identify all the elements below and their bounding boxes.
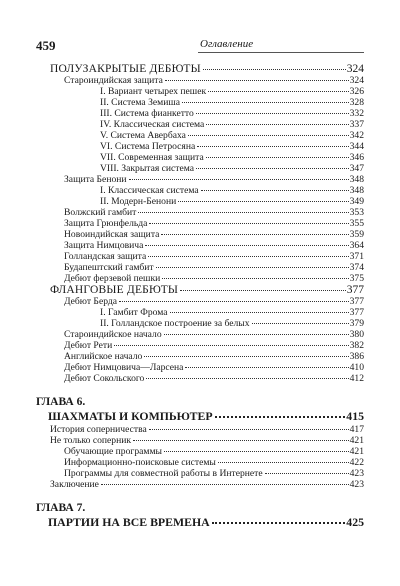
toc-entry-title: Защита Бенони <box>64 174 127 185</box>
toc-entry-title: Староиндийская защита <box>64 75 163 86</box>
dot-leader <box>149 223 348 224</box>
toc-entry-title: ФЛАНГОВЫЕ ДЕБЮТЫ <box>50 284 179 296</box>
toc-entry-title: Защита Грюнфельда <box>64 218 148 229</box>
toc-entry-title: I. Гамбит Фрома <box>100 307 168 318</box>
toc-entry-title: II. Система Земиша <box>100 97 181 108</box>
toc-entry[interactable] <box>36 207 364 218</box>
dot-leader <box>119 301 349 302</box>
toc-entry-page: 337 <box>349 119 364 130</box>
toc-entry-page: 324 <box>349 75 364 86</box>
dot-leader <box>252 323 349 324</box>
toc-entry[interactable] <box>36 218 364 229</box>
toc-entry-page: 375 <box>349 273 364 284</box>
toc-entry-title: VII. Современная защита <box>100 152 204 163</box>
dot-leader <box>212 522 346 524</box>
chapter-6-heading: ГЛАВА 6. <box>36 396 86 408</box>
dot-leader <box>196 168 349 169</box>
toc-entry[interactable] <box>36 273 364 284</box>
dot-leader <box>164 334 349 335</box>
chapter-7-heading: ГЛАВА 7. <box>36 502 86 514</box>
toc-entry-title: Информационно-поисковые системы <box>64 457 216 468</box>
chapter-6-items <box>36 424 364 490</box>
toc-entry-page: 423 <box>349 479 364 490</box>
toc-entry[interactable] <box>36 196 364 207</box>
toc-entry-page: 355 <box>349 218 364 229</box>
toc-entry[interactable] <box>36 307 364 318</box>
toc-entry[interactable] <box>36 86 364 97</box>
toc-entry-title: Дебют ферзевой пешки <box>64 273 161 284</box>
toc-entry-page: 386 <box>349 351 364 362</box>
toc-entry-page: 332 <box>349 108 364 119</box>
toc-entry-title: Волжский гамбит <box>64 207 137 218</box>
toc-entry-title: IV. Классическая система <box>100 119 205 130</box>
toc-entry[interactable] <box>36 130 364 141</box>
toc-entry-page: 371 <box>349 251 364 262</box>
dot-leader <box>101 484 349 485</box>
dot-leader <box>218 462 349 463</box>
toc-entry-page: 324 <box>346 63 364 75</box>
dot-leader <box>203 69 346 70</box>
page-header <box>36 38 364 54</box>
chapter-7-title: ПАРТИИ НА ВСЕ ВРЕМЕНА <box>48 515 210 529</box>
toc-entry[interactable] <box>36 119 364 130</box>
toc-entry-title: Будапештский гамбит <box>64 262 154 273</box>
dot-leader <box>188 135 349 136</box>
dot-leader <box>138 212 348 213</box>
dot-leader <box>162 278 348 279</box>
toc-entry[interactable] <box>36 424 364 435</box>
toc-entry[interactable] <box>36 362 364 373</box>
dot-leader <box>164 451 349 452</box>
toc-entry-page: 348 <box>349 185 364 196</box>
toc-entry-page: 379 <box>349 318 364 329</box>
toc-entry[interactable] <box>36 446 364 457</box>
toc-entry-page: 342 <box>349 130 364 141</box>
dot-leader <box>197 146 348 147</box>
toc-entry-page: 374 <box>349 262 364 273</box>
toc-entry-page: 346 <box>349 152 364 163</box>
toc-entry-page: 364 <box>349 240 364 251</box>
toc-entry-title: Староиндийское начало <box>64 329 162 340</box>
toc-entry[interactable] <box>36 262 364 273</box>
toc-entry-page: 377 <box>349 307 364 318</box>
dot-leader <box>182 102 349 103</box>
dot-leader <box>146 378 348 379</box>
toc-entry-title: Новоиндийская защита <box>64 229 160 240</box>
dot-leader <box>129 179 349 180</box>
toc-entry-page: 412 <box>349 373 364 384</box>
chapter-7-title-row[interactable] <box>36 515 364 530</box>
toc-entry[interactable] <box>36 318 364 329</box>
toc-entry-title: I. Классическая система <box>100 185 199 196</box>
toc-entry[interactable] <box>36 351 364 362</box>
dot-leader <box>149 429 349 430</box>
toc-entry[interactable] <box>36 457 364 468</box>
dot-leader <box>196 113 349 114</box>
toc-entry-title: Дебют Нимцовича—Ларсена <box>64 362 184 373</box>
toc-entry[interactable] <box>36 97 364 108</box>
toc-entry-title: Дебют Берда <box>64 296 118 307</box>
toc-entry-title: V. Система Авербаха <box>100 130 186 141</box>
toc-entry[interactable] <box>36 340 364 351</box>
dot-leader <box>178 201 348 202</box>
toc-entry[interactable] <box>36 229 364 240</box>
toc-entry[interactable] <box>36 468 364 479</box>
toc-entry[interactable] <box>36 479 364 490</box>
toc-entry-title: VI. Система Петросяна <box>100 141 196 152</box>
toc-entry-page: 410 <box>349 362 364 373</box>
running-title: Оглавление <box>200 38 254 50</box>
toc-entry[interactable] <box>36 284 364 296</box>
toc-entry-title: II. Голландское построение за белых <box>100 318 250 329</box>
toc-entry-title: Голландская защита <box>64 251 147 262</box>
dot-leader <box>265 473 349 474</box>
header-rule <box>198 52 364 53</box>
toc-entry[interactable] <box>36 185 364 196</box>
toc-entry-title: III. Система фианкетто <box>100 108 194 119</box>
dot-leader <box>208 91 349 92</box>
toc-entry-page: 421 <box>349 446 364 457</box>
dot-leader <box>170 312 349 313</box>
toc-entry[interactable] <box>36 75 364 86</box>
toc-entry-page: 380 <box>349 329 364 340</box>
toc-entry[interactable] <box>36 174 364 185</box>
toc-entry-page: 353 <box>349 207 364 218</box>
toc-entry-page: 328 <box>349 97 364 108</box>
toc-entry-title: ПОЛУЗАКРЫТЫЕ ДЕБЮТЫ <box>50 63 201 75</box>
toc-entry[interactable] <box>36 240 364 251</box>
dot-leader <box>206 124 348 125</box>
toc-entry[interactable] <box>36 108 364 119</box>
toc-entry-title: Обучающие программы <box>64 446 162 457</box>
toc-entry-title: Защита Нимцовича <box>64 240 144 251</box>
dot-leader <box>206 157 349 158</box>
dot-leader <box>201 190 349 191</box>
toc-entry-page: 417 <box>349 424 364 435</box>
toc-entry-page: 326 <box>349 86 364 97</box>
toc-entry-title: Дебют Сокольского <box>64 373 145 384</box>
toc-entry-title: Английское начало <box>64 351 143 362</box>
toc-entry-page: 421 <box>349 435 364 446</box>
toc-entry-title: История соперничества <box>50 424 147 435</box>
toc-entry[interactable] <box>36 152 364 163</box>
toc-entry-title: Программы для совместной работы в Интернете <box>64 468 263 479</box>
toc-entry-page: 423 <box>349 468 364 479</box>
toc-entry-title: Не только соперник <box>50 435 132 446</box>
toc-entry-title: I. Вариант четырех пешек <box>100 86 207 97</box>
dot-leader <box>165 80 349 81</box>
toc-entry[interactable] <box>36 251 364 262</box>
toc-entry-title: Заключение <box>50 479 99 490</box>
toc-entry-title: VIII. Закрытая система <box>100 163 195 174</box>
toc-entry-page: 422 <box>349 457 364 468</box>
page-number: 459 <box>36 38 56 53</box>
dot-leader <box>145 245 348 246</box>
toc-entry[interactable] <box>36 141 364 152</box>
toc-entry-page: 344 <box>349 141 364 152</box>
toc-entry-page: 377 <box>346 284 364 296</box>
toc-entry-page: 377 <box>349 296 364 307</box>
toc-entry[interactable] <box>36 63 364 75</box>
dot-leader <box>215 416 346 418</box>
toc-entry-page: 349 <box>349 196 364 207</box>
chapter-6-title: ШАХМАТЫ И КОМПЬЮТЕР <box>48 409 213 423</box>
dot-leader <box>156 267 349 268</box>
dot-leader <box>114 345 348 346</box>
toc-entry-page: 382 <box>349 340 364 351</box>
toc-entry[interactable] <box>36 329 364 340</box>
toc-main-section <box>36 63 364 384</box>
dot-leader <box>161 234 348 235</box>
toc-entry[interactable] <box>36 296 364 307</box>
dot-leader <box>148 256 348 257</box>
toc-entry[interactable] <box>36 435 364 446</box>
chapter-7-page: 425 <box>346 515 364 529</box>
dot-leader <box>133 440 349 441</box>
toc-entry-page: 348 <box>349 174 364 185</box>
dot-leader <box>144 356 348 357</box>
toc-entry-page: 347 <box>349 163 364 174</box>
toc-entry[interactable] <box>36 163 364 174</box>
toc-entry[interactable] <box>36 373 364 384</box>
toc-entry-title: II. Модерн-Бенони <box>100 196 177 207</box>
toc-entry-title: Дебют Рети <box>64 340 113 351</box>
toc-entry-page: 359 <box>349 229 364 240</box>
chapter-6-title-row[interactable] <box>36 409 364 424</box>
table-of-contents <box>36 63 364 530</box>
dot-leader <box>180 290 346 291</box>
chapter-6-page: 415 <box>346 409 364 423</box>
dot-leader <box>185 367 348 368</box>
